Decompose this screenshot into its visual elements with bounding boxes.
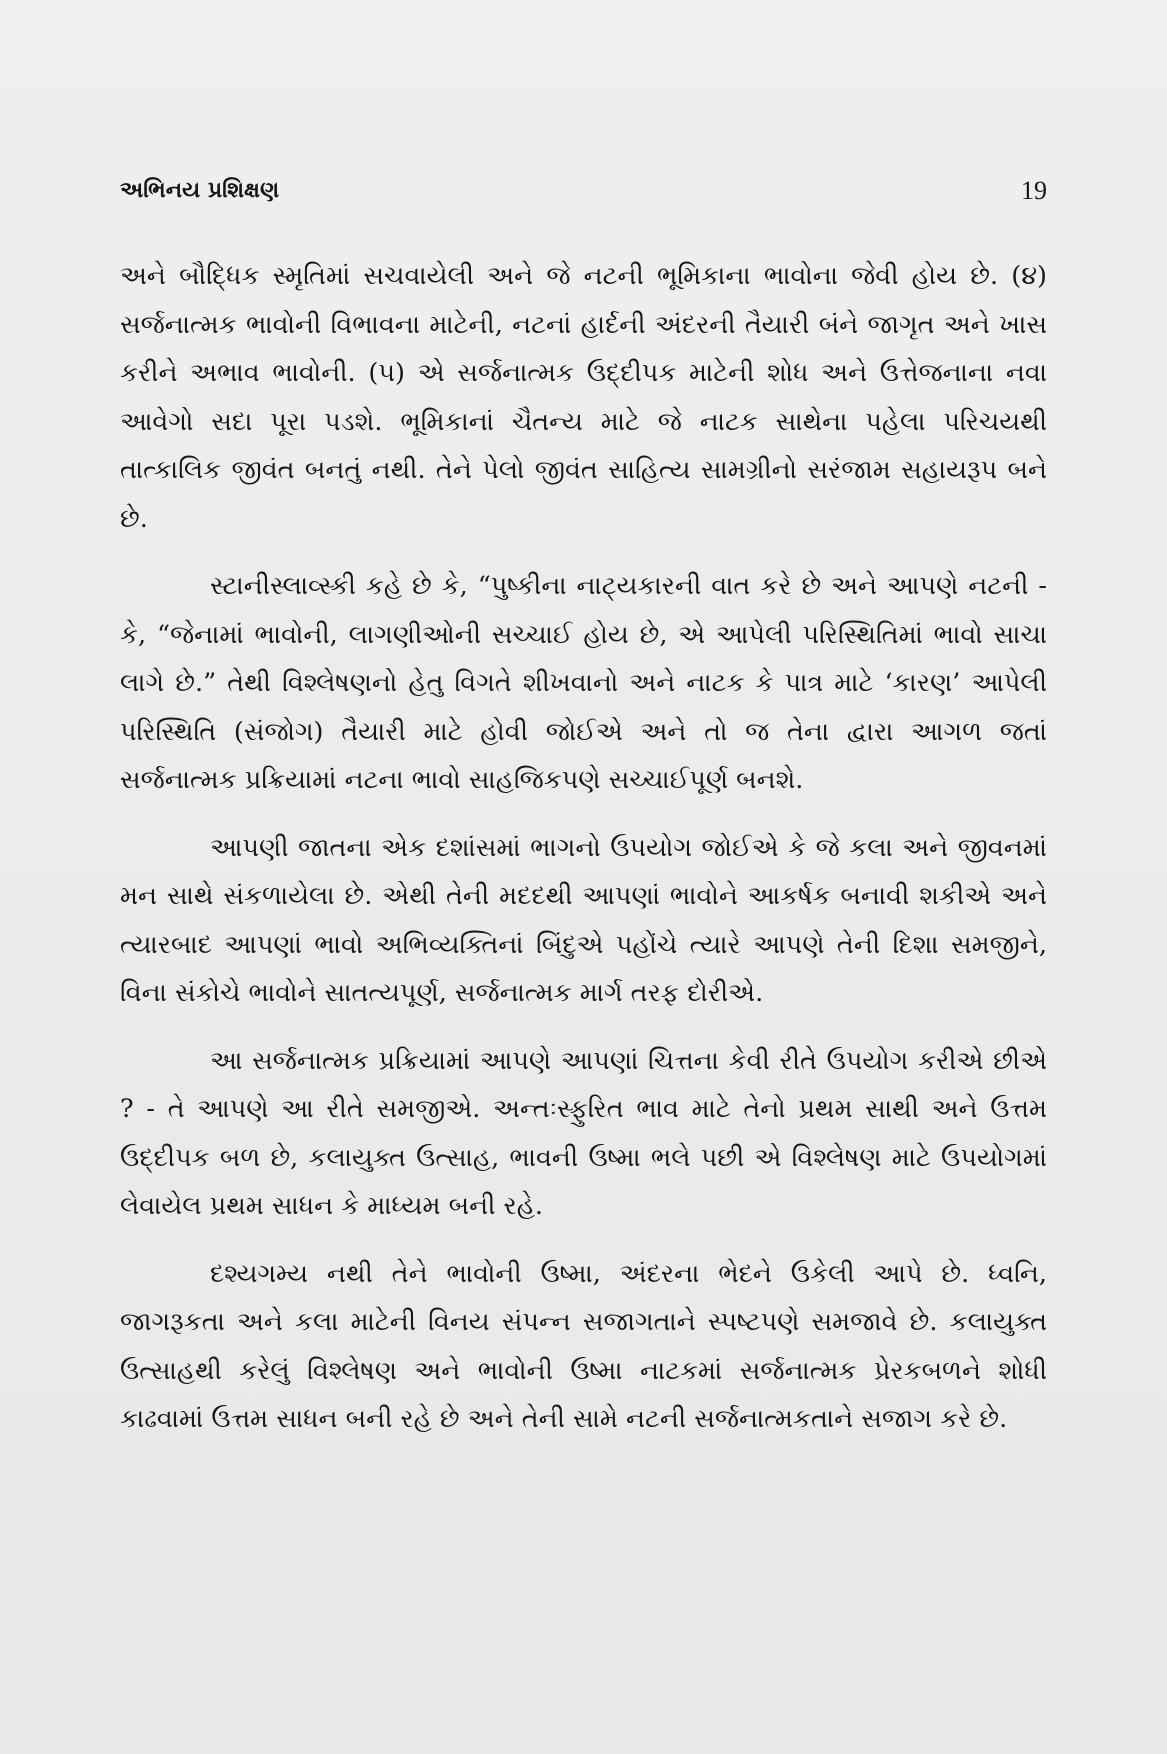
paragraph-2: સ્ટાનીસ્લાવ્સ્કી કહે છે કે, “પુષ્કીના નાટ્યકારની વાત કરે છે અને આપણે નટની - કે, “જેનામાં ભાવોની, લાગણીઓની સચ્ચાઈ હોય છે, એ આપેલી પરિસ્થિતિમાં ભાવો સાચા લાગે છે.” તેથી વિશ્લેષણનો હેતુ વિગતે શીખવાનો અને નાટક કે પાત્ર માટે ‘કારણ’ આપેલી પરિસ્થિતિ (સંજોગ) તૈયારી માટે હોવી જોઈએ અને તો જ તેના દ્વારા આગળ જતાં સર્જનાત્મક પ્રક્રિયામાં નટના ભાવો સાહજિકપણે સચ્ચાઈપૂર્ણ બનશે. — [120, 571, 1047, 795]
page-number: 19 — [1021, 176, 1047, 205]
paragraph-5: દશ્યગમ્ય નથી તેને ભાવોની ઉષ્મા, અંદરના ભેદને ઉકેલી આપે છે. ધ્વનિ, જાગરૂકતા અને કલા માટેની વિનય સંપન્ન સજાગતાને સ્પષ્ટપણે સમજાવે છે. કલાયુક્ત ઉત્સાહથી કરેલું વિશ્લેષણ અને ભાવોની ઉષ્મા નાટકમાં સર્જનાત્મક પ્રેરકબળને શોધી કાઢવામાં ઉત્તમ સાધન બની રહે છે અને તેની સામે નટની સર્જનાત્મકતાને સજાગ કરે છે. — [120, 1258, 1047, 1434]
body-text — [120, 252, 1047, 1444]
running-title: અભિનય પ્રશિક્ષણ — [120, 178, 280, 203]
page-header — [120, 176, 1047, 216]
paragraph-3: આપણી જાતના એક દશાંસમાં ભાગનો ઉપયોગ જોઈએ કે જે કલા અને જીવનમાં મન સાથે સંકળાયેલા છે. એથી તેની મદદથી આપણાં ભાવોને આકર્ષક બનાવી શકીએ અને ત્યારબાદ આપણાં ભાવો અભિવ્યક્તિનાં બિંદુએ પહોંચે ત્યારે આપણે તેની દિશા સમજીને, વિના સંકોચે ભાવોને સાતત્યપૂર્ણ, સર્જનાત્મક માર્ગ તરફ દોરીએ. — [120, 832, 1047, 1008]
paragraph-4: આ સર્જનાત્મક પ્રક્રિયામાં આપણે આપણાં ચિત્તના કેવી રીતે ઉપયોગ કરીએ છીએ ? - તે આપણે આ રીતે સમજીએ. અન્તઃસ્ફુરિત ભાવ માટે તેનો પ્રથમ સાથી અને ઉત્તમ ઉદ્દીપક બળ છે, કલાયુક્ત ઉત્સાહ, ભાવની ઉષ્મા ભલે પછી એ વિશ્લેષણ માટે ઉપયોગમાં લેવાયેલ પ્રથમ સાધન કે માધ્યમ બની રહે. — [120, 1045, 1047, 1221]
paragraph-1: અને બૌદ્ધિક સ્મૃતિમાં સચવાયેલી અને જે નટની ભૂમિકાના ભાવોના જેવી હોય છે. (૪) સર્જનાત્મક ભાવોની વિભાવના માટેની, નટનાં હાર્દની અંદરની તૈયારી બંને જાગૃત અને ખાસ કરીને અભાવ ભાવોની. (૫) એ સર્જનાત્મક ઉદ્દીપક માટેની શોધ અને ઉત્તેજનાના નવા આવેગો સદા પૂરા પડશે. ભૂમિકાનાં ચૈતન્ય માટે જે નાટક સાથેના પહેલા પરિચયથી તાત્કાલિક જીવંત બનતું નથી. તેને પેલો જીવંત સાહિત્ય સામગ્રીનો સરંજામ સહાયરૂપ બને છે. — [120, 261, 1047, 534]
